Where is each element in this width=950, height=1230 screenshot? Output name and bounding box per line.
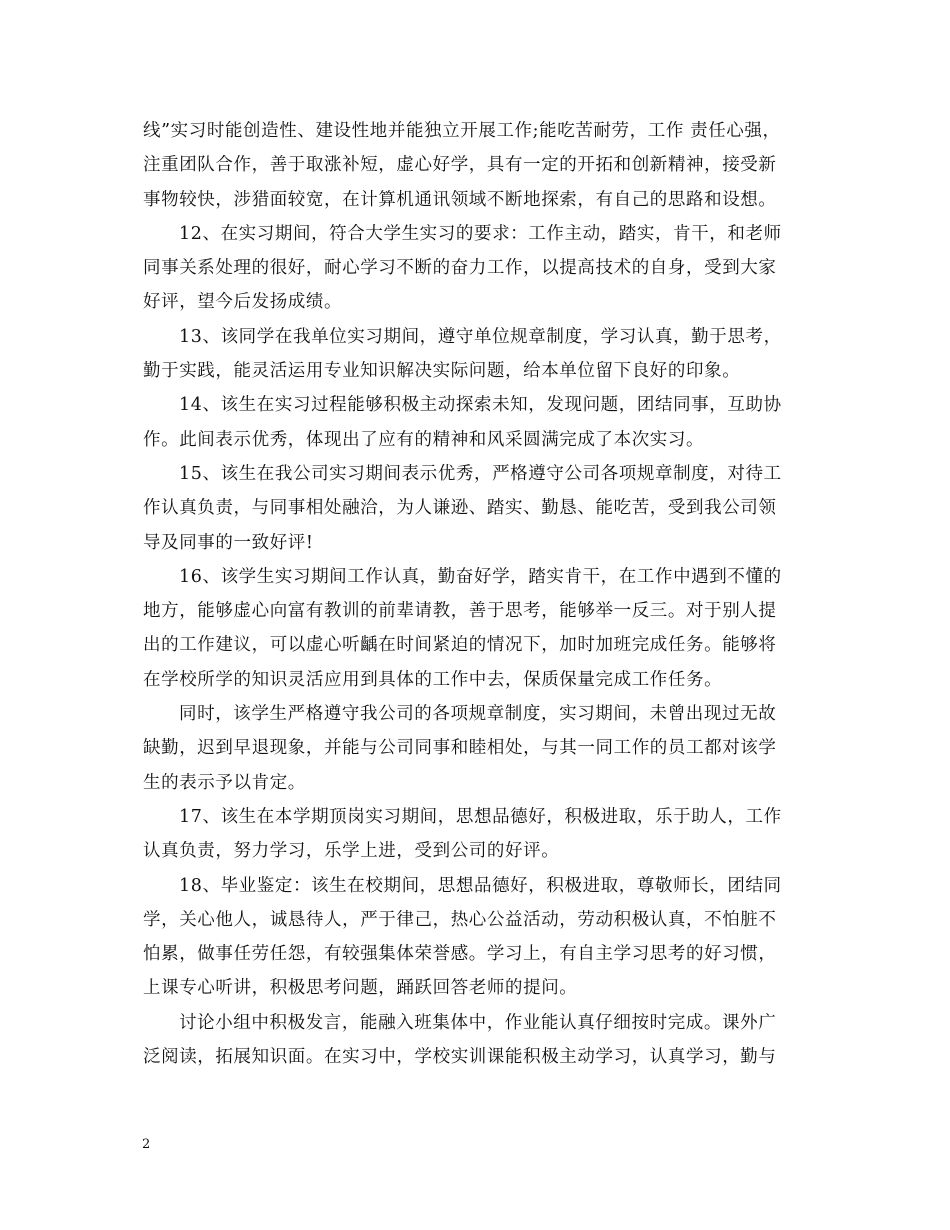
text-line: 线”实习时能创造性、建设性地并能独立开展工作;能吃苦耐劳，工作 责任心强， — [143, 121, 781, 141]
text-line: 注重团队合作，善于取涨补短，虚心好学，具有一定的开拓和创新精神，接受新 — [143, 155, 777, 176]
body-text — [143, 114, 811, 1074]
text-line: 出的工作建议，可以虚心听齲在时间紧迫的情况下，加时加班完成任务。能够将 — [143, 635, 777, 656]
text-line: 16、该学生实习期间工作认真，勤奋好学，踏实肯干，在工作中遇到不懂的 — [179, 566, 782, 587]
text-line: 地方，能够虚心向富有教训的前辈请教，善于思考，能够举一反三。对于别人提 — [143, 601, 777, 622]
text-line: 13、该同学在我单位实习期间，遵守单位规章制度，学习认真，勤于思考， — [179, 326, 782, 347]
text-line: 上课专心听讲，积极思考问题，踊跃回答老师的提问。 — [143, 978, 578, 999]
text-line: 同时，该学生严格遵守我公司的各项规章制度，实习期间，未曾出现过无故 — [179, 704, 777, 725]
text-line: 作。此间表示优秀，体现出了应有的精神和风采圆满完成了本次实习。 — [143, 429, 705, 450]
text-line: 同事关系处理的很好，耐心学习不断的奋力工作，以提高技术的自身，受到大家 — [143, 258, 777, 279]
page-number: 2 — [142, 1137, 151, 1152]
text-line: 事物较快，涉猎面较宽，在计算机通讯领域不断地探索，有自己的思路和设想。 — [143, 189, 777, 210]
text-line: 导及同事的一致好评! — [143, 532, 314, 553]
text-line: 怕累，做事任劳任怨，有较强集体荣誉感。学习上，有自主学习思考的好习惯， — [143, 944, 777, 965]
text-line: 缺勤，迟到早退现象，并能与公司同事和睦相处，与其一同工作的员工都对该学 — [143, 738, 777, 759]
text-line: 好评，望今后发扬成绩。 — [143, 292, 343, 313]
text-line: 14、该生在实习过程能够积极主动探索未知，发现问题，团结同事，互助协 — [179, 395, 782, 416]
text-line: 17、该生在本学期顶岗实习期间，思想品德好，积极进取，乐于助人，工作 — [179, 806, 782, 827]
text-line: 12、在实习期间，符合大学生实习的要求：工作主动，踏实，肯干，和老师 — [179, 223, 782, 244]
text-line: 18、毕业鉴定：该生在校期间，思想品德好，积极进取，尊敬师长，团结同 — [179, 875, 782, 896]
text-line: 作认真负责，与同事相处融洽，为人谦逊、踏实、勤恳、能吃苦，受到我公司领 — [143, 498, 777, 519]
text-line: 认真负责，努力学习，乐学上进，受到公司的好评。 — [143, 841, 560, 862]
text-line: 生的表示予以肯定。 — [143, 772, 306, 793]
text-line: 泛阅读，拓展知识面。在实习中，学校实训课能积极主动学习，认真学习，勤与 — [143, 1047, 777, 1068]
text-line: 讨论小组中积极发言，能融入班集体中，作业能认真仔细按时完成。课外广 — [179, 1012, 777, 1033]
text-line: 在学校所学的知识灵活应用到具体的工作中去，保质保量完成工作任务。 — [143, 669, 723, 690]
text-line: 勤于实践，能灵活运用专业知识解决实际问题，给本单位留下良好的印象。 — [143, 361, 741, 382]
text-line: 学，关心他人，诚恳待人，严于律己，热心公益活动，劳动积极认真，不怕脏不 — [143, 909, 777, 930]
text-line: 15、该生在我公司实习期间表示优秀，严格遵守公司各项规章制度，对待工 — [179, 463, 782, 484]
